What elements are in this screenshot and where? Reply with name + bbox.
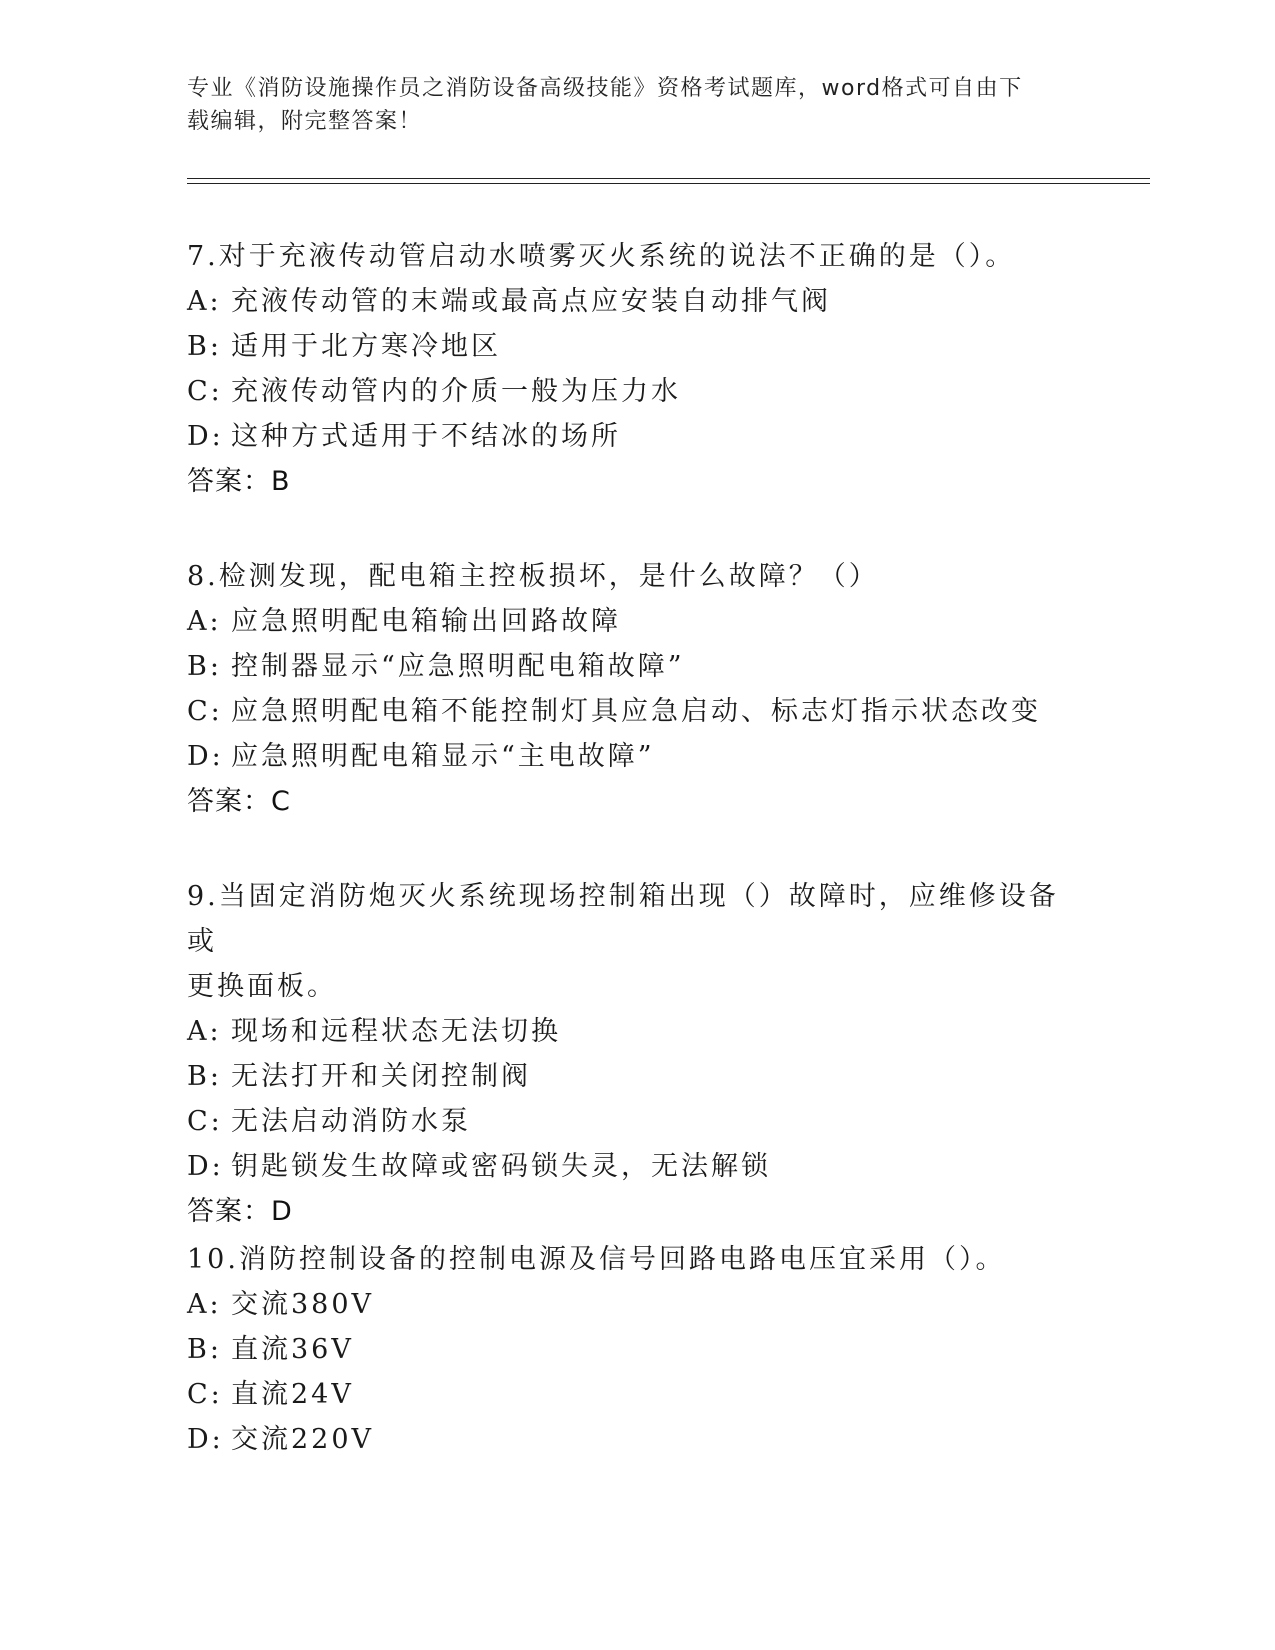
option-letter: A: bbox=[187, 1289, 222, 1320]
option-d bbox=[187, 1417, 1067, 1462]
option-text: 这种方式适用于不结冰的场所 bbox=[231, 421, 621, 452]
option-letter: B: bbox=[187, 331, 222, 362]
question-stem: 7.对于充液传动管启动水喷雾灭火系统的说法不正确的是（）。 bbox=[187, 241, 1016, 272]
option-text: 直流24V bbox=[231, 1379, 354, 1410]
option-text: 无法启动消防水泵 bbox=[231, 1106, 471, 1137]
option-text: 应急照明配电箱显示“主电故障” bbox=[231, 741, 655, 772]
option-text: 交流380V bbox=[231, 1289, 375, 1320]
question-9 bbox=[187, 874, 1067, 1234]
option-letter: B: bbox=[187, 1061, 222, 1092]
option-c bbox=[187, 1372, 1067, 1417]
option-text: 适用于北方寒冷地区 bbox=[231, 331, 501, 362]
option-letter: C: bbox=[187, 1106, 223, 1137]
option-b bbox=[187, 1327, 1067, 1372]
option-text: 充液传动管内的介质一般为压力水 bbox=[231, 376, 681, 407]
option-a bbox=[187, 1282, 1067, 1327]
header-divider-bottom bbox=[187, 183, 1150, 184]
option-c bbox=[187, 369, 1067, 414]
question-7 bbox=[187, 234, 1067, 504]
option-letter: A: bbox=[187, 1016, 222, 1047]
answer-line: 答案：C bbox=[187, 786, 291, 817]
option-b bbox=[187, 1054, 1067, 1099]
option-letter: B: bbox=[187, 1334, 222, 1365]
question-stem-line-1: 9.当固定消防炮灭火系统现场控制箱出现（）故障时，应维修设备或 bbox=[187, 881, 1059, 957]
option-text: 交流220V bbox=[231, 1424, 375, 1455]
option-letter: D: bbox=[187, 421, 224, 452]
question-10 bbox=[187, 1237, 1067, 1462]
question-8 bbox=[187, 554, 1067, 824]
option-text: 应急照明配电箱不能控制灯具应急启动、标志灯指示状态改变 bbox=[231, 696, 1041, 727]
answer-line: 答案：B bbox=[187, 466, 291, 497]
question-stem-line-2: 更换面板。 bbox=[187, 971, 337, 1002]
option-d bbox=[187, 1144, 1067, 1189]
document-header bbox=[187, 72, 1087, 138]
option-letter: A: bbox=[187, 286, 222, 317]
option-b bbox=[187, 644, 1067, 689]
question-stem: 10.消防控制设备的控制电源及信号回路电路电压宜采用（）。 bbox=[187, 1244, 1006, 1275]
header-line-1: 专业《消防设施操作员之消防设备高级技能》资格考试题库，word格式可自由下 bbox=[187, 76, 1023, 101]
option-text: 充液传动管的末端或最高点应安装自动排气阀 bbox=[231, 286, 831, 317]
option-a bbox=[187, 599, 1067, 644]
option-letter: C: bbox=[187, 1379, 223, 1410]
option-text: 应急照明配电箱输出回路故障 bbox=[231, 606, 621, 637]
option-d bbox=[187, 734, 1067, 779]
option-letter: D: bbox=[187, 1424, 224, 1455]
option-text: 无法打开和关闭控制阀 bbox=[231, 1061, 531, 1092]
option-text: 控制器显示“应急照明配电箱故障” bbox=[231, 651, 685, 682]
option-letter: A: bbox=[187, 606, 222, 637]
option-a bbox=[187, 1009, 1067, 1054]
header-line-2: 载编辑，附完整答案！ bbox=[187, 109, 423, 134]
option-d bbox=[187, 414, 1067, 459]
option-text: 现场和远程状态无法切换 bbox=[231, 1016, 561, 1047]
answer-line: 答案：D bbox=[187, 1196, 293, 1227]
option-text: 直流36V bbox=[231, 1334, 354, 1365]
option-letter: B: bbox=[187, 651, 222, 682]
option-letter: C: bbox=[187, 696, 223, 727]
option-a bbox=[187, 279, 1067, 324]
option-c bbox=[187, 1099, 1067, 1144]
option-letter: D: bbox=[187, 1151, 224, 1182]
question-stem: 8.检测发现，配电箱主控板损坏，是什么故障？（） bbox=[187, 561, 879, 592]
option-letter: C: bbox=[187, 376, 223, 407]
option-c bbox=[187, 689, 1067, 734]
option-b bbox=[187, 324, 1067, 369]
option-letter: D: bbox=[187, 741, 224, 772]
header-divider-top bbox=[187, 178, 1150, 179]
option-text: 钥匙锁发生故障或密码锁失灵，无法解锁 bbox=[231, 1151, 771, 1182]
